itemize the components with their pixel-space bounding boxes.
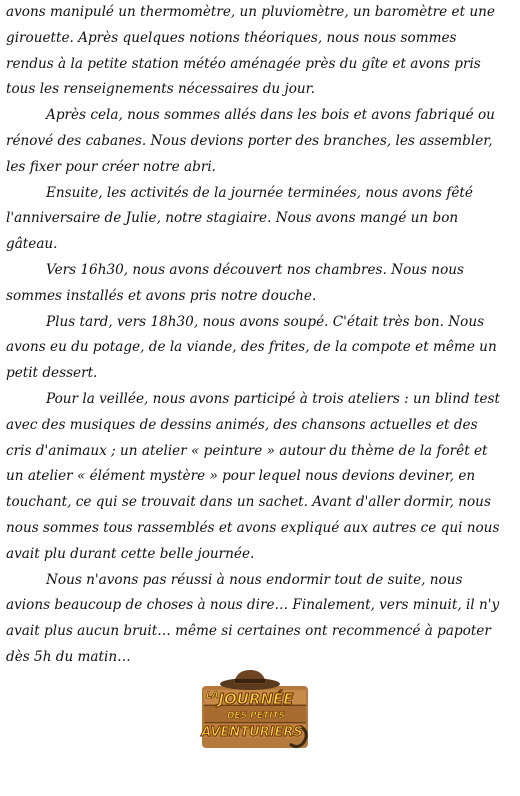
paragraph-2: Après cela, nous sommes allés dans les bois et avons fabriqué ou rénové des cabanes. Nous devions porter des branches, les assembler, les fixer pour créer notre abri. — [6, 107, 495, 175]
event-logo — [190, 668, 320, 758]
paragraph-6: Pour la veillée, nous avons participé à trois ateliers : un blind test avec des musiques de dessins animés, des chansons actuelles et des cris d'animaux ; un atelier « peinture » autour du thème de la forêt et un atelier « élément mystère » pour lequel nous devions deviner, en touchant, ce qui se trouvait dans un sachet. Avant d'aller dormir, nous nous sommes tous rassemblés et avons expliqué aux autres ce qui nous avait plu durant cette belle journée. — [6, 390, 500, 562]
logo-title-line3: AVENTURIERS — [201, 725, 303, 740]
paragraph-3: Ensuite, les activités de la journée terminées, nous avons fêté l'anniversaire de Julie, notre stagiaire. Nous avons mangé un bon gâteau. — [6, 184, 473, 253]
paragraph-5: Plus tard, vers 18h30, nous avons soupé. C'était très bon. Nous avons eu du potage, de la viande, des frites, de la compote et même un petit dessert. — [6, 313, 497, 382]
logo-title-line1: JOURNÉE — [218, 690, 294, 708]
logo-title-line2: DES PETITS — [226, 711, 286, 721]
paragraph-1: avons manipulé un thermomètre, un pluviomètre, un baromètre et une girouette. Après quelques notions théoriques, nous nous sommes rendus à la petite station météo aménagée près du gîte et avons pris tous les renseignements nécessaires du jour. — [6, 4, 495, 98]
paragraph-4: Vers 16h30, nous avons découvert nos chambres. Nous nous sommes installés et avons pris notre douche. — [6, 261, 464, 304]
logo-graphic — [190, 668, 320, 758]
logo-corner-text: LA — [206, 691, 219, 701]
letter-text — [6, 0, 504, 671]
paragraph-7: Nous n'avons pas réussi à nous endormir tout de suite, nous avions beaucoup de choses à nous dire… Finalement, vers minuit, il n'y avait plus aucun bruit… même si certaines ont recommencé à papoter dès 5h du matin… — [6, 571, 500, 665]
